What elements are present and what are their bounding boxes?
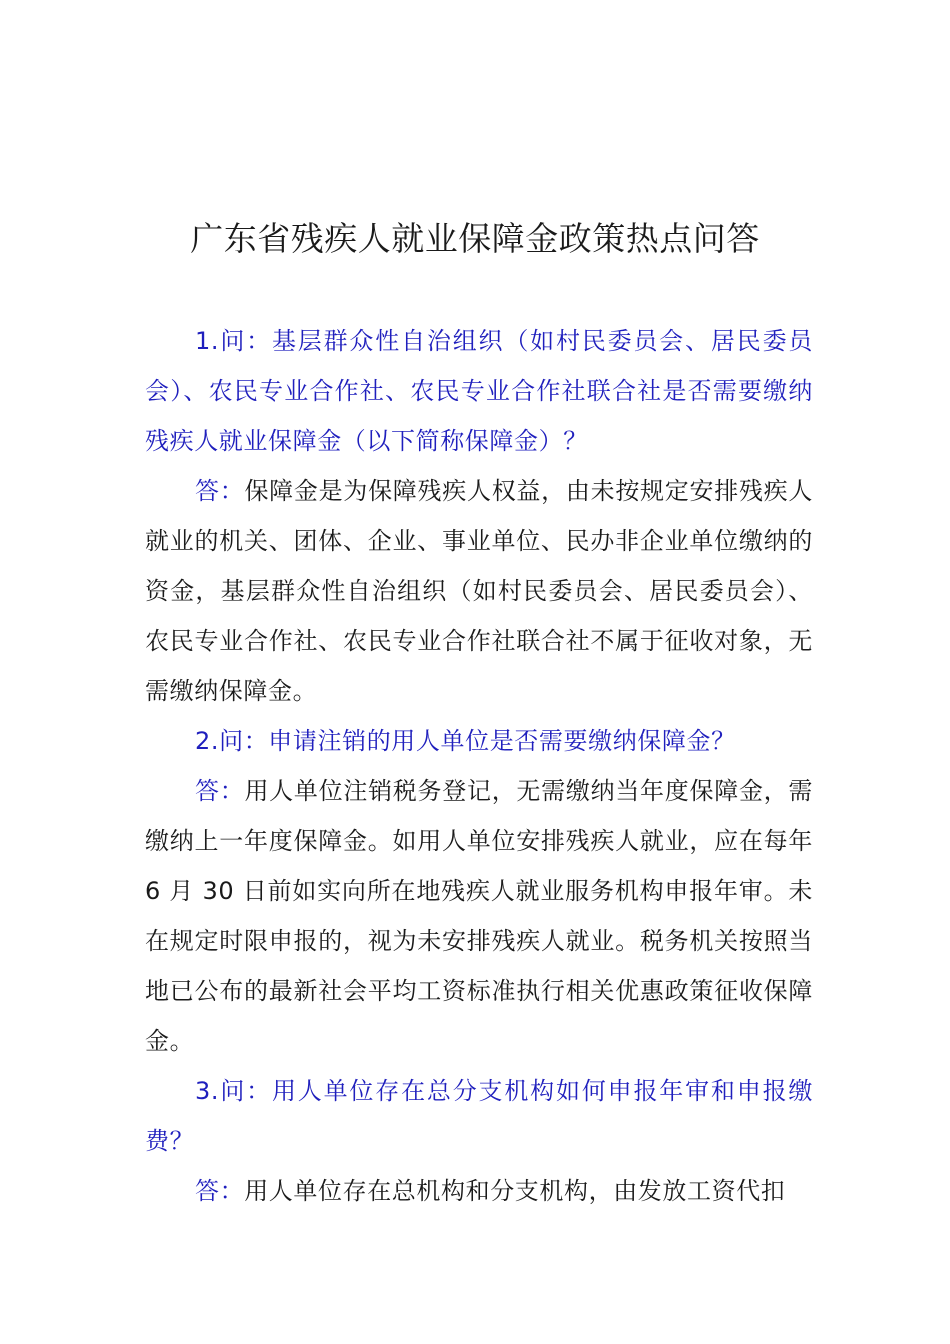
answer-text: 用人单位存在总机构和分支机构，由发放工资代扣 bbox=[244, 1177, 786, 1205]
document-body bbox=[145, 316, 813, 1216]
answer-3 bbox=[145, 1166, 813, 1216]
answer-text: 保障金是为保障残疾人权益，由未按规定安排残疾人就业的机关、团体、企业、事业单位、民办非企业单位缴纳的资金，基层群众性自治组织（如村民委员会、居民委员会）、农民专业合作社、农民专业合作社联合社不属于征收对象，无需缴纳保障金。 bbox=[145, 477, 813, 705]
answer-1 bbox=[145, 466, 813, 716]
answer-label: 答： bbox=[195, 1177, 245, 1205]
question-1: 1.问：基层群众性自治组织（如村民委员会、居民委员会）、农民专业合作社、农民专业合作社联合社是否需要缴纳残疾人就业保障金（以下简称保障金）？ bbox=[145, 327, 813, 455]
answer-label: 答： bbox=[195, 777, 245, 805]
answer-text: 用人单位注销税务登记，无需缴纳当年度保障金，需缴纳上一年度保障金。如用人单位安排残疾人就业，应在每年 6 月 30 日前如实向所在地残疾人就业服务机构申报年审。未在规定时限申报的，视为未安排残疾人就业。税务机关按照当地已公布的最新社会平均工资标准执行相关优惠政策征收保障金。 bbox=[145, 777, 813, 1055]
question-2: 2.问：申请注销的用人单位是否需要缴纳保障金？ bbox=[195, 727, 736, 755]
question-3: 3.问：用人单位存在总分支机构如何申报年审和申报缴费？ bbox=[145, 1077, 813, 1155]
answer-2 bbox=[145, 766, 813, 1066]
answer-label: 答： bbox=[195, 477, 245, 505]
document-title: 广东省残疾人就业保障金政策热点问答 bbox=[190, 219, 760, 258]
